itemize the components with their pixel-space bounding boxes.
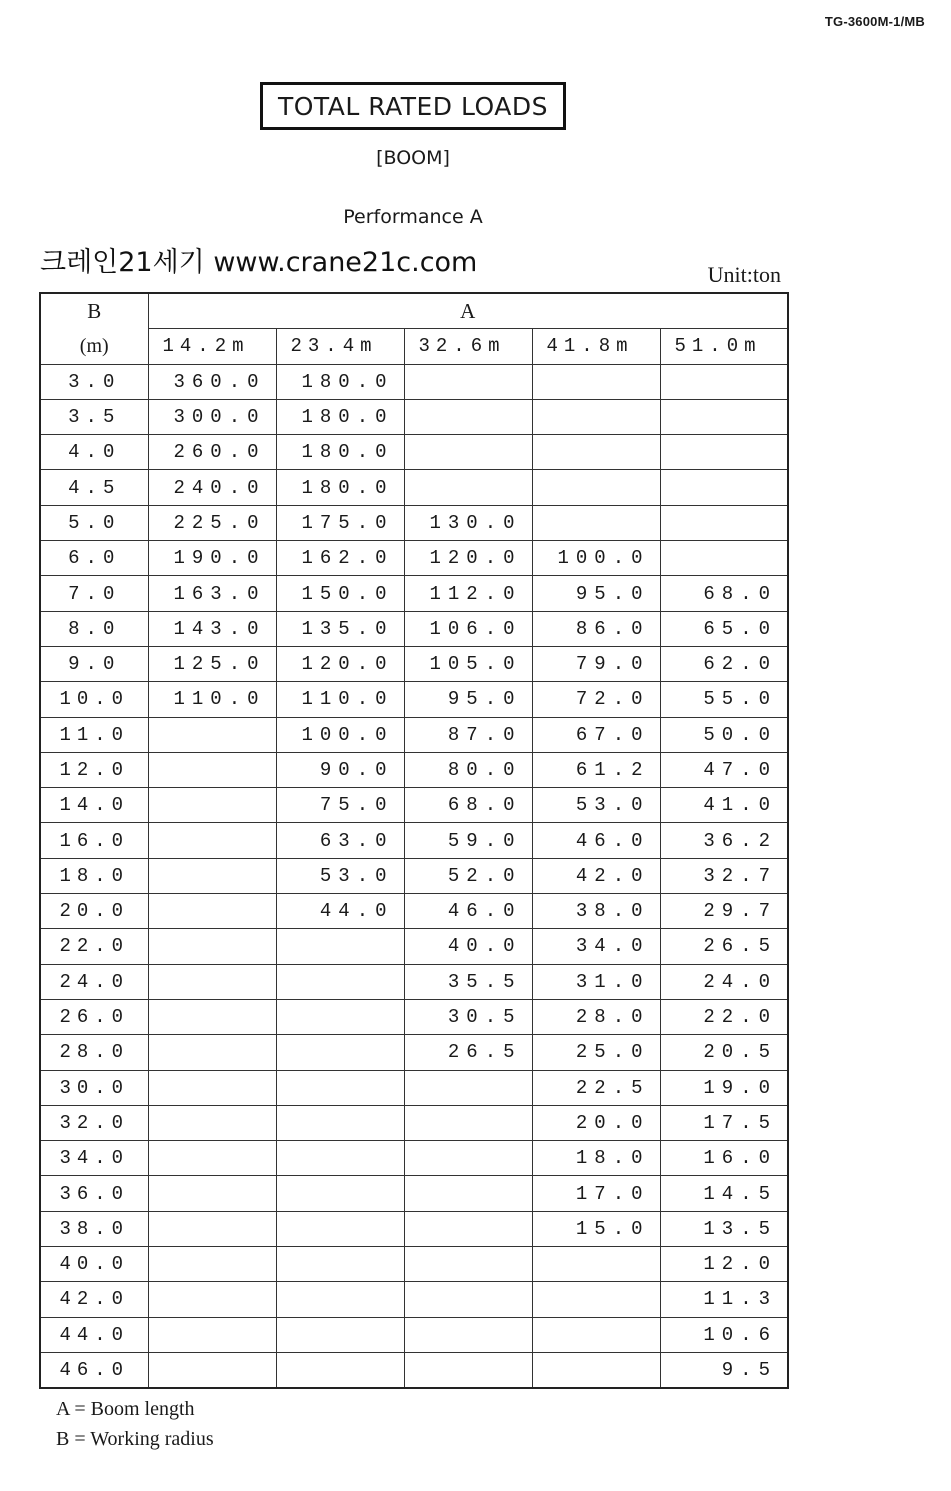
load-cell: 25.0: [532, 1035, 660, 1070]
load-cell: [532, 435, 660, 470]
working-radius-cell: 12.0: [40, 752, 148, 787]
load-cell: [532, 1247, 660, 1282]
table-row: [40, 541, 788, 576]
working-radius-cell: 3.0: [40, 364, 148, 399]
working-radius-cell: 4.5: [40, 470, 148, 505]
table-body: [40, 364, 788, 1388]
load-cell: 95.0: [404, 682, 532, 717]
load-cell: [276, 1070, 404, 1105]
load-cell: 28.0: [532, 999, 660, 1034]
table-row: [40, 576, 788, 611]
document-id: TG-3600M-1/MB: [824, 14, 925, 29]
load-cell: [148, 717, 276, 752]
load-cell: [532, 399, 660, 434]
load-cell: 20.5: [660, 1035, 788, 1070]
load-cell: [404, 1176, 532, 1211]
load-cell: 100.0: [532, 541, 660, 576]
load-cell: [276, 999, 404, 1034]
load-cell: 41.0: [660, 788, 788, 823]
load-cell: [660, 364, 788, 399]
load-cell: 14.5: [660, 1176, 788, 1211]
load-cell: [276, 1105, 404, 1140]
load-cell: 68.0: [660, 576, 788, 611]
load-cell: 95.0: [532, 576, 660, 611]
working-radius-cell: 10.0: [40, 682, 148, 717]
working-radius-cell: 18.0: [40, 858, 148, 893]
load-cell: [404, 1141, 532, 1176]
load-cell: [148, 1247, 276, 1282]
load-cell: [148, 1070, 276, 1105]
load-cell: [148, 1352, 276, 1388]
load-cell: 75.0: [276, 788, 404, 823]
load-cell: [532, 1317, 660, 1352]
boom-length-header: 14.2m: [148, 329, 276, 364]
load-cell: 10.6: [660, 1317, 788, 1352]
table-row: [40, 1247, 788, 1282]
table-row: [40, 1141, 788, 1176]
load-cell: [148, 823, 276, 858]
load-cell: 240.0: [148, 470, 276, 505]
table-row: [40, 364, 788, 399]
table-row: [40, 505, 788, 540]
working-radius-cell: 22.0: [40, 929, 148, 964]
table-row: [40, 682, 788, 717]
boom-length-header: 23.4m: [276, 329, 404, 364]
working-radius-cell: 44.0: [40, 1317, 148, 1352]
working-radius-cell: 3.5: [40, 399, 148, 434]
load-cell: 59.0: [404, 823, 532, 858]
load-cell: 120.0: [404, 541, 532, 576]
load-cell: [276, 929, 404, 964]
table-row: [40, 999, 788, 1034]
table-row: [40, 823, 788, 858]
table-row: [40, 788, 788, 823]
load-cell: [276, 1352, 404, 1388]
load-cell: 110.0: [276, 682, 404, 717]
load-cell: [276, 964, 404, 999]
load-cell: 44.0: [276, 894, 404, 929]
working-radius-cell: 16.0: [40, 823, 148, 858]
load-cell: 19.0: [660, 1070, 788, 1105]
load-cell: [276, 1035, 404, 1070]
table-row: [40, 646, 788, 681]
table-row: [40, 1352, 788, 1388]
load-cell: 162.0: [276, 541, 404, 576]
load-cell: [148, 929, 276, 964]
load-cell: 52.0: [404, 858, 532, 893]
load-cell: 11.3: [660, 1282, 788, 1317]
table-row: [40, 1317, 788, 1352]
legend-b: B = Working radius: [56, 1428, 214, 1450]
load-cell: 38.0: [532, 894, 660, 929]
load-cell: 16.0: [660, 1141, 788, 1176]
table-row: [40, 929, 788, 964]
load-cell: [148, 894, 276, 929]
load-cell: 17.0: [532, 1176, 660, 1211]
working-radius-cell: 9.0: [40, 646, 148, 681]
working-radius-cell: 42.0: [40, 1282, 148, 1317]
load-cell: 180.0: [276, 435, 404, 470]
load-cell: [276, 1211, 404, 1246]
load-cell: [276, 1141, 404, 1176]
load-cell: [148, 1176, 276, 1211]
load-cell: [148, 1105, 276, 1140]
table-row: [40, 435, 788, 470]
working-radius-cell: 34.0: [40, 1141, 148, 1176]
load-cell: 12.0: [660, 1247, 788, 1282]
load-cell: [660, 541, 788, 576]
load-cell: 68.0: [404, 788, 532, 823]
working-radius-cell: 5.0: [40, 505, 148, 540]
watermark-text: 크레인21세기 www.crane21c.com: [40, 247, 478, 278]
load-cell: 190.0: [148, 541, 276, 576]
load-cell: 30.5: [404, 999, 532, 1034]
working-radius-cell: 38.0: [40, 1211, 148, 1246]
load-cell: 35.5: [404, 964, 532, 999]
load-cell: [532, 364, 660, 399]
load-cell: 175.0: [276, 505, 404, 540]
table-row: [40, 1105, 788, 1140]
load-cell: [276, 1317, 404, 1352]
load-cell: [404, 435, 532, 470]
working-radius-cell: 26.0: [40, 999, 148, 1034]
load-cell: [148, 752, 276, 787]
load-cell: 80.0: [404, 752, 532, 787]
working-radius-cell: 28.0: [40, 1035, 148, 1070]
load-cell: 163.0: [148, 576, 276, 611]
load-cell: [148, 1211, 276, 1246]
load-cell: [660, 399, 788, 434]
load-cell: 180.0: [276, 364, 404, 399]
load-cell: 22.0: [660, 999, 788, 1034]
load-cell: 34.0: [532, 929, 660, 964]
load-cell: [532, 470, 660, 505]
working-radius-cell: 14.0: [40, 788, 148, 823]
load-cell: 62.0: [660, 646, 788, 681]
table-row: [40, 717, 788, 752]
load-cell: [532, 505, 660, 540]
load-cell: 26.5: [660, 929, 788, 964]
load-cell: [532, 1352, 660, 1388]
header-b: B: [40, 293, 148, 329]
working-radius-cell: 30.0: [40, 1070, 148, 1105]
load-cell: [404, 364, 532, 399]
table-row: [40, 752, 788, 787]
load-cell: 87.0: [404, 717, 532, 752]
load-cell: 180.0: [276, 470, 404, 505]
page-title: TOTAL RATED LOADS: [260, 82, 566, 130]
load-cell: [404, 1211, 532, 1246]
load-cell: 63.0: [276, 823, 404, 858]
table-row: [40, 1035, 788, 1070]
working-radius-cell: 32.0: [40, 1105, 148, 1140]
load-cell: 42.0: [532, 858, 660, 893]
load-cell: [148, 1317, 276, 1352]
load-cell: [148, 999, 276, 1034]
load-cell: [404, 1282, 532, 1317]
boom-length-header: 41.8m: [532, 329, 660, 364]
load-cell: 31.0: [532, 964, 660, 999]
load-cell: [276, 1282, 404, 1317]
load-cell: [660, 470, 788, 505]
load-cell: 180.0: [276, 399, 404, 434]
working-radius-cell: 20.0: [40, 894, 148, 929]
load-cell: 22.5: [532, 1070, 660, 1105]
load-cell: 100.0: [276, 717, 404, 752]
load-cell: [404, 1317, 532, 1352]
load-cell: 90.0: [276, 752, 404, 787]
table-row: [40, 964, 788, 999]
load-cell: 15.0: [532, 1211, 660, 1246]
load-cell: [404, 1070, 532, 1105]
load-cell: 106.0: [404, 611, 532, 646]
working-radius-cell: 11.0: [40, 717, 148, 752]
load-cell: 17.5: [660, 1105, 788, 1140]
load-cell: 120.0: [276, 646, 404, 681]
load-cell: 53.0: [276, 858, 404, 893]
load-cell: 360.0: [148, 364, 276, 399]
working-radius-cell: 46.0: [40, 1352, 148, 1388]
table-row: [40, 1211, 788, 1246]
load-cell: 67.0: [532, 717, 660, 752]
legend-a: A = Boom length: [56, 1398, 195, 1420]
working-radius-cell: 24.0: [40, 964, 148, 999]
working-radius-cell: 4.0: [40, 435, 148, 470]
load-cell: [148, 1282, 276, 1317]
load-cell: [148, 788, 276, 823]
load-cell: 125.0: [148, 646, 276, 681]
load-cell: [276, 1176, 404, 1211]
boom-length-header: 51.0m: [660, 329, 788, 364]
header-b-unit: (m): [40, 329, 148, 364]
load-cell: 72.0: [532, 682, 660, 717]
load-cell: 46.0: [404, 894, 532, 929]
load-cell: [660, 435, 788, 470]
load-cell: 65.0: [660, 611, 788, 646]
load-cell: [404, 470, 532, 505]
load-cell: [404, 1352, 532, 1388]
table-row: [40, 399, 788, 434]
load-cell: 61.2: [532, 752, 660, 787]
load-cell: [148, 1035, 276, 1070]
load-cell: 29.7: [660, 894, 788, 929]
load-cell: 135.0: [276, 611, 404, 646]
load-cell: 13.5: [660, 1211, 788, 1246]
load-cell: 105.0: [404, 646, 532, 681]
load-cell: 112.0: [404, 576, 532, 611]
load-cell: 50.0: [660, 717, 788, 752]
load-cell: 36.2: [660, 823, 788, 858]
load-cell: [660, 505, 788, 540]
load-cell: 32.7: [660, 858, 788, 893]
load-cell: 53.0: [532, 788, 660, 823]
working-radius-cell: 8.0: [40, 611, 148, 646]
load-cell: [404, 1247, 532, 1282]
load-cell: [404, 399, 532, 434]
table-row: [40, 1282, 788, 1317]
load-cell: [404, 1105, 532, 1140]
rated-loads-table: [39, 292, 789, 1389]
load-cell: 300.0: [148, 399, 276, 434]
header-a: A: [148, 293, 788, 329]
table-row: [40, 1176, 788, 1211]
load-cell: [148, 1141, 276, 1176]
load-cell: 130.0: [404, 505, 532, 540]
load-cell: 110.0: [148, 682, 276, 717]
working-radius-cell: 40.0: [40, 1247, 148, 1282]
load-cell: 47.0: [660, 752, 788, 787]
performance-label: Performance A: [343, 206, 483, 228]
unit-label: Unit:ton: [707, 262, 781, 287]
working-radius-cell: 36.0: [40, 1176, 148, 1211]
load-cell: [276, 1247, 404, 1282]
load-cell: 40.0: [404, 929, 532, 964]
load-cell: 55.0: [660, 682, 788, 717]
working-radius-cell: 7.0: [40, 576, 148, 611]
load-cell: [148, 858, 276, 893]
load-cell: 20.0: [532, 1105, 660, 1140]
load-cell: 18.0: [532, 1141, 660, 1176]
load-cell: 86.0: [532, 611, 660, 646]
table-row: [40, 1070, 788, 1105]
working-radius-cell: 6.0: [40, 541, 148, 576]
load-cell: 9.5: [660, 1352, 788, 1388]
table-row: [40, 894, 788, 929]
load-cell: 24.0: [660, 964, 788, 999]
load-cell: [532, 1282, 660, 1317]
load-cell: 225.0: [148, 505, 276, 540]
table-row: [40, 470, 788, 505]
subtitle: [BOOM]: [376, 147, 450, 169]
table-row: [40, 858, 788, 893]
load-cell: 150.0: [276, 576, 404, 611]
load-cell: 46.0: [532, 823, 660, 858]
load-cell: [148, 964, 276, 999]
table-row: [40, 611, 788, 646]
load-cell: 26.5: [404, 1035, 532, 1070]
load-cell: 79.0: [532, 646, 660, 681]
load-cell: 143.0: [148, 611, 276, 646]
load-cell: 260.0: [148, 435, 276, 470]
boom-length-header: 32.6m: [404, 329, 532, 364]
